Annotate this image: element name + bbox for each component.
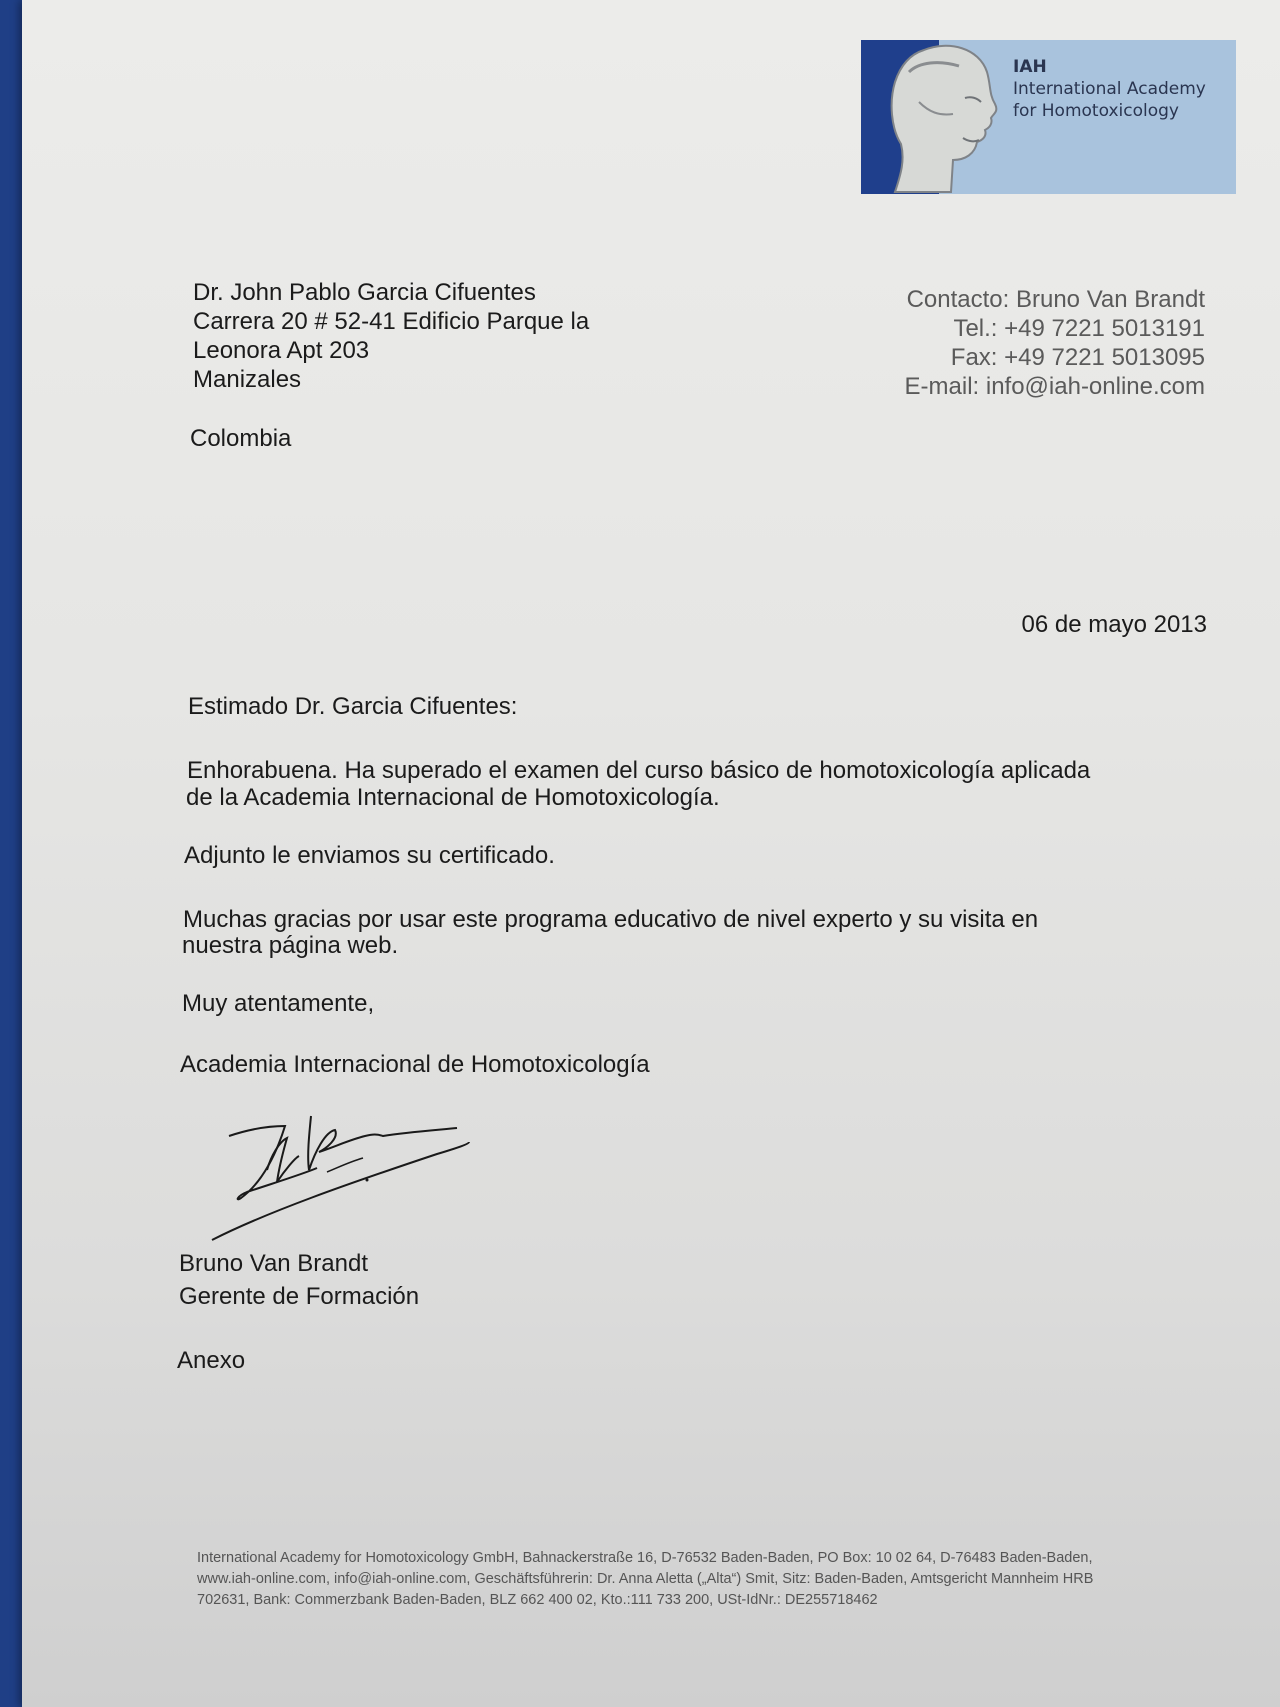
logo-name-line2: for Homotoxicology: [1013, 101, 1179, 121]
iah-logo: [861, 40, 1236, 194]
letter-page: [22, 0, 1280, 1707]
contact-tel: Tel.: +49 7221 5013191: [953, 315, 1205, 342]
contact-fax: Fax: +49 7221 5013095: [950, 344, 1205, 371]
recipient-name: Dr. John Pablo Garcia Cifuentes: [193, 279, 536, 306]
contact-email: E-mail: info@iah-online.com: [904, 373, 1205, 400]
recipient-address: [193, 278, 589, 394]
logo-name-line1: International Academy: [1013, 79, 1206, 99]
organization-name: Academia Internacional de Homotoxicología: [180, 1051, 650, 1078]
logo-text: [1013, 56, 1206, 122]
enclosure-note: Anexo: [177, 1347, 246, 1374]
footer-company-info: [197, 1548, 1207, 1611]
recipient-building: Leonora Apt 203: [193, 337, 370, 364]
logo-abbr: IAH: [1013, 57, 1047, 77]
recipient-city: Manizales: [193, 366, 302, 393]
paragraph-1-line-1: Enhorabuena. Ha superado el examen del curso básico de homotoxicología aplicada: [187, 757, 1091, 784]
salutation: Estimado Dr. Garcia Cifuentes:: [188, 693, 518, 720]
signer-title: Gerente de Formación: [179, 1283, 420, 1310]
paragraph-3-line-1: Muchas gracias por usar este programa educativo de nivel experto y su visita en: [183, 906, 1039, 933]
letter-date: 06 de mayo 2013: [1021, 611, 1207, 638]
signer-name: Bruno Van Brandt: [179, 1250, 369, 1277]
paragraph-2: Adjunto le enviamos su certificado.: [184, 842, 555, 869]
recipient-country: Colombia: [190, 425, 292, 452]
closing: Muy atentamente,: [182, 990, 375, 1017]
footer-line-1: International Academy for Homotoxicology GmbH, Bahnackerstraße 16, D-76532 Baden-Baden, PO Box: 10 02 64, D-76483 Baden-Baden,: [197, 1550, 1093, 1566]
contact-block: [785, 285, 1205, 401]
footer-line-2: www.iah-online.com, info@iah-online.com, Geschäftsführerin: Dr. Anna Aletta („Alta“) Smit, Sitz: Baden-Baden, Amtsgericht Mannheim HRB: [197, 1571, 1094, 1587]
portrait-head-icon: [879, 42, 1009, 194]
paragraph-3-line-2: nuestra página web.: [182, 932, 399, 959]
recipient-street: Carrera 20 # 52-41 Edificio Parque la: [193, 308, 590, 335]
contact-person: Contacto: Bruno Van Brandt: [906, 286, 1205, 313]
paragraph-1-line-2: de la Academia Internacional de Homotoxicología.: [186, 784, 720, 811]
footer-line-3: 702631, Bank: Commerzbank Baden-Baden, BLZ 662 400 02, Kto.:111 733 200, USt-IdNr.: DE255718462: [197, 1592, 878, 1608]
handwritten-signature: [207, 1112, 507, 1247]
